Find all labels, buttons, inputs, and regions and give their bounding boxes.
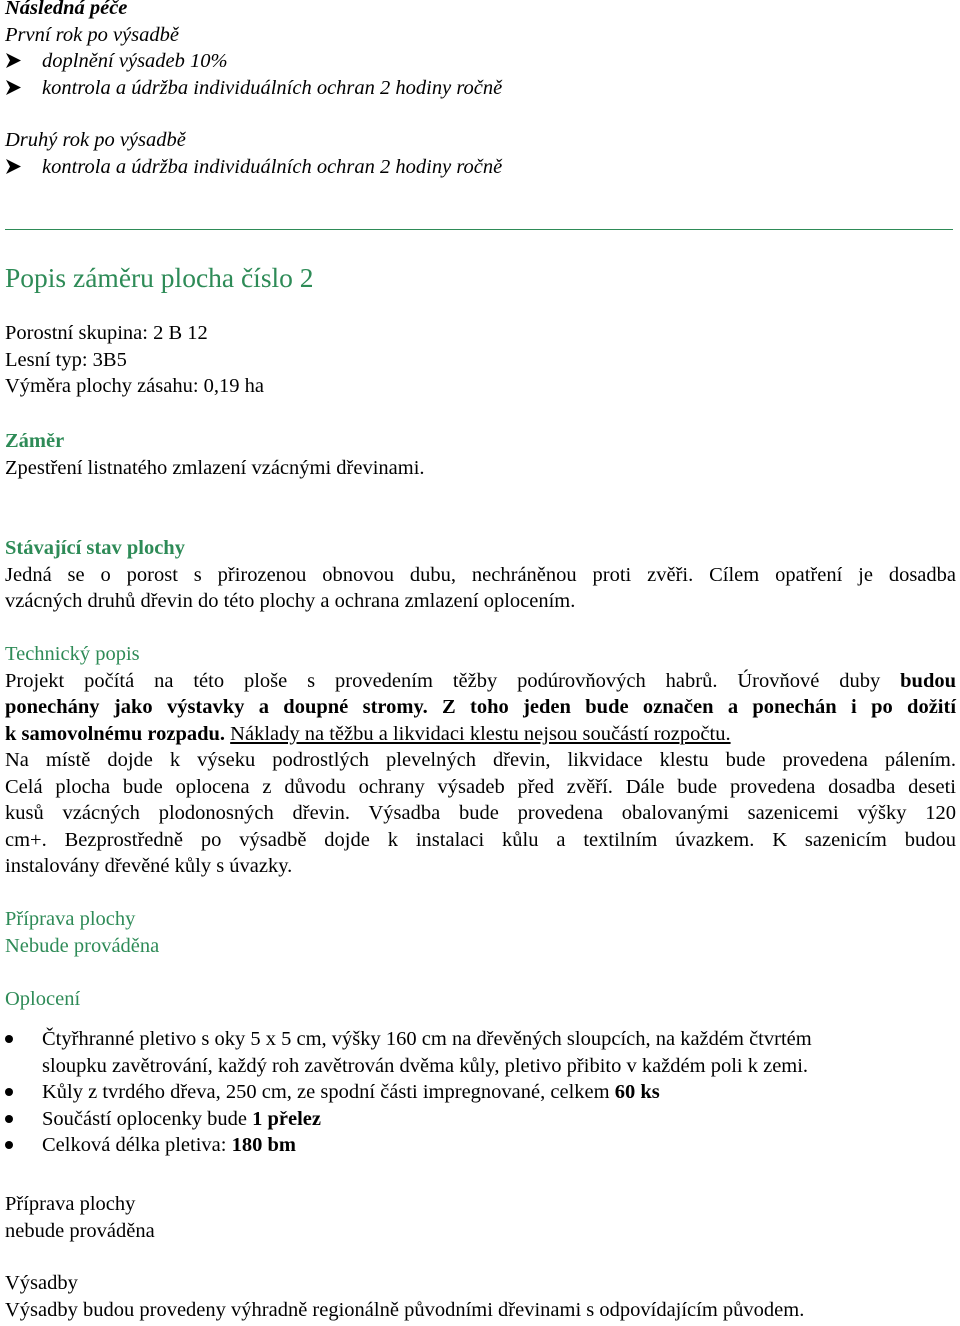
current-state-line: vzácných druhů dřevin do této plochy a ochrana zmlazení oplocením. [5,590,576,612]
fence-item-text: Součástí oplocenky bude [42,1107,247,1130]
intervention-area: Výměra plochy zásahu: 0,19 ha [5,375,265,397]
year2-title: Druhý rok po výsadbě [5,129,186,151]
forest-group: Porostní skupina: 2 B 12 [5,322,208,344]
technical-line: kusů vzácných plodonosných dřevin. Výsadba bude provedena obalovanými sazenicemi výšky 120 [5,802,956,824]
technical-line: cm+. Bezprostředně po výsadbě dojde k instalaci kůlu a textilním úvazkem. K sazenicím budou [5,828,956,851]
followup-section [5,0,956,180]
prep1-text: Nebude prováděna [5,934,160,957]
fence-item-text: Kůly z tvrdého dřeva, 250 cm, ze spodní části impregnované, celkem [42,1081,610,1103]
intent-section [5,428,956,481]
prep2-text: nebude prováděna [5,1219,155,1242]
list-item [5,1132,956,1159]
technical-title: Technický popis [5,643,140,665]
year2-item [5,154,956,181]
bullet-icon [5,1115,13,1123]
technical-line [5,721,956,748]
intent-text: Zpestření listnatého zmlazení vzácnými dřevinami. [5,456,425,479]
fence-title: Oplocení [5,988,81,1010]
year2-item-text: kontrola a údržba individuálních ochran 2 hodiny ročně [42,155,503,178]
technical-underlined-text: Náklady na těžbu a likvidaci klestu nejsou součástí rozpočtu. [230,722,731,745]
year1-item-text: kontrola a údržba individuálních ochran 2 hodiny ročně [42,76,503,99]
fence-item-bold: 1 přelez [252,1107,321,1130]
fence-item-bold: 60 ks [614,1081,660,1103]
prep2-section [5,1191,956,1244]
bullet-icon [5,1141,13,1149]
forest-type: Lesní typ: 3B5 [5,348,127,371]
year1-item-text: doplnění výsadeb 10% [42,50,228,72]
fence-item-text: Čtyřhranné pletivo s oky 5 x 5 cm, výšky 160 cm na dřevěných sloupcích, na každém čtvrtém [42,1028,812,1050]
current-state-section [5,535,956,615]
fence-list [5,1026,956,1159]
prep2-title: Příprava plochy [5,1193,136,1215]
technical-line: Celá plocha bude oplocena z důvodu ochrany výsadeb před zvěří. Dále bude provedena dosadba deseti [5,775,956,798]
current-state-title: Stávající stav plochy [5,537,185,559]
section-divider [5,229,953,230]
plants-text: Výsadby budou provedeny výhradně regionálně původními dřevinami s odpovídajícím původem. [5,1298,805,1321]
technical-line [5,694,956,721]
prep1-title: Příprava plochy [5,908,136,930]
arrow-bullet-icon [5,48,42,75]
bullet-icon [5,1035,13,1043]
bullet-icon [5,1088,13,1096]
technical-bold-text: k samovolnému rozpadu. [5,722,226,745]
list-item [5,1106,956,1133]
plan-heading: Popis záměru plocha číslo 2 [5,262,314,293]
fence-item-bold: 180 bm [231,1134,296,1156]
plan-info [5,320,956,400]
arrow-bullet-icon [5,75,42,102]
plan-heading-block [5,261,956,295]
technical-line [5,668,956,695]
technical-bold-text: Z toho jeden bude označen a ponechán i po dožití [442,696,957,718]
technical-bold-text: budou [900,669,957,692]
fence-item-text: sloupku zavětrování, každý roh zavětrován dvěma kůly, pletivo přibito v každém poli k zemi. [42,1054,809,1077]
plants-title: Výsadby [5,1272,78,1294]
technical-line: instalovány dřevěné kůly s úvazky. [5,855,293,877]
technical-line: Na místě dojde k výseku podrostlých plevelných dřevin, likvidace klestu bude provedena pálením. [5,749,956,771]
fence-section [5,986,956,1013]
list-item [5,1026,956,1079]
current-state-line: Jedná se o porost s přirozenou obnovou dubu, nechráněnou proti zvěři. Cílem opatření je dosadba [5,563,956,586]
list-item [5,1079,956,1106]
followup-title: Následná péče [5,0,128,19]
year1-item [5,75,956,102]
technical-section [5,641,956,880]
arrow-bullet-icon [5,154,42,181]
intent-title: Záměr [5,430,65,452]
plants-section [5,1270,956,1323]
technical-bold-text: ponechány jako výstavky a doupné stromy. [5,696,428,718]
fence-item-text: Celková délka pletiva: [42,1134,227,1156]
technical-text: Projekt počítá na této ploše s provedením těžby podúrovňových habrů. Úrovňové duby [5,669,881,692]
year1-item [5,48,956,75]
prep1-section [5,906,956,959]
year1-title: První rok po výsadbě [5,23,180,46]
